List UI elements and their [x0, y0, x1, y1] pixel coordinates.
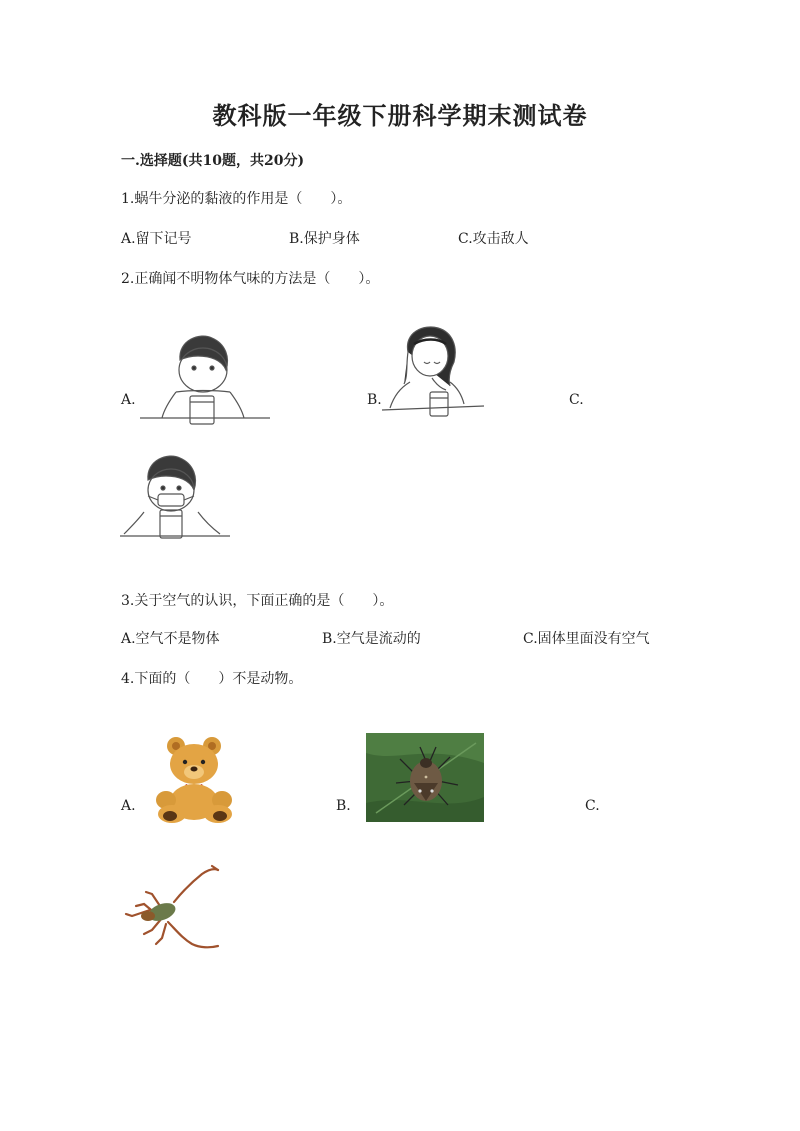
section-heading: 一.选择题(共10题，共20分) [121, 153, 305, 169]
girl-fanning-cup-image [380, 322, 484, 422]
boy-sniffing-cup-image [140, 330, 272, 428]
question-1-stem: 1.蜗牛分泌的黏液的作用是（ ）。 [121, 191, 352, 207]
question-1-option-a: A.留下记号 [121, 231, 192, 247]
question-4-option-a: A. [121, 798, 136, 814]
question-2-stem: 2.正确闻不明物体气味的方法是（ ）。 [121, 271, 380, 287]
stink-bug-on-leaf-image [366, 733, 484, 822]
question-2-option-a: A. [121, 392, 136, 408]
question-3-stem: 3.关于空气的认识，下面正确的是（ ）。 [121, 593, 394, 609]
question-4-option-c: C. [585, 798, 600, 814]
page-title: 教科版一年级下册科学期末测试卷 [212, 101, 588, 130]
question-2-option-b: B. [367, 392, 382, 408]
teddy-bear-image [150, 736, 242, 824]
question-3-option-b: B.空气是流动的 [322, 631, 421, 647]
question-4-option-b: B. [336, 798, 351, 814]
question-2-option-c: C. [569, 392, 584, 408]
scorpion-image [122, 864, 224, 954]
question-3-option-a: A.空气不是物体 [121, 631, 220, 647]
boy-with-mask-cup-image [120, 452, 230, 544]
question-1-option-b: B.保护身体 [289, 231, 360, 247]
question-4-stem: 4.下面的（ ）不是动物。 [121, 671, 303, 687]
question-3-option-c: C.固体里面没有空气 [523, 631, 650, 647]
question-1-option-c: C.攻击敌人 [458, 231, 529, 247]
